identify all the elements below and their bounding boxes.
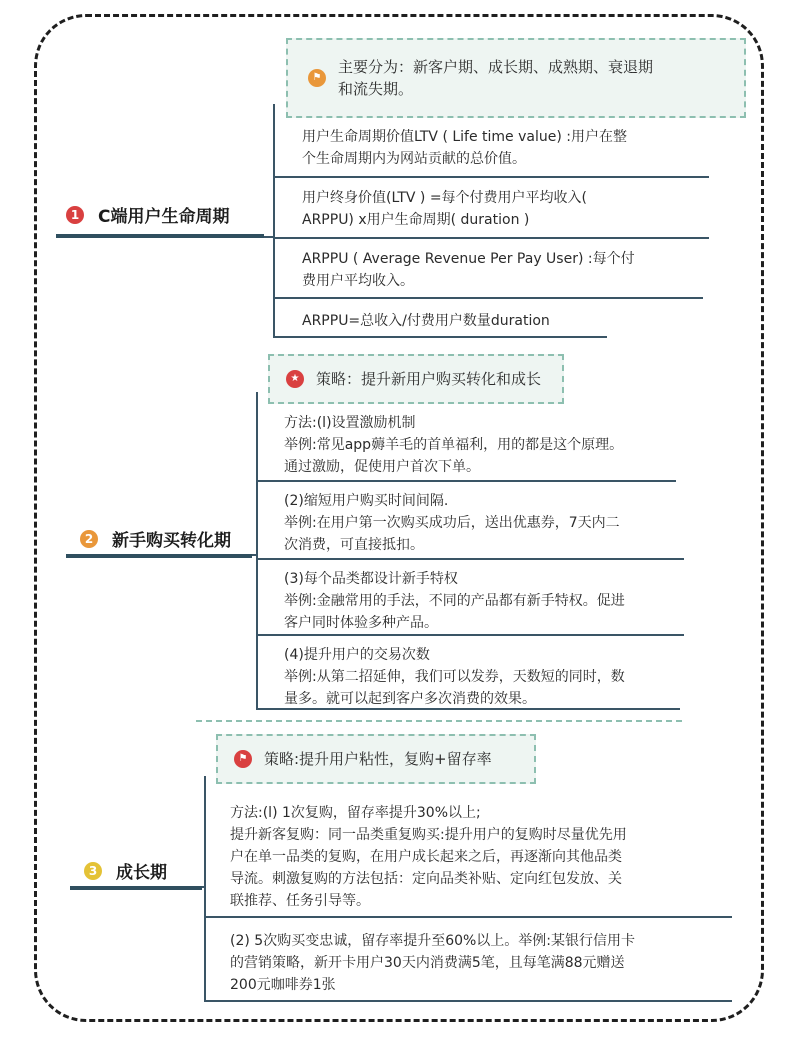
item-underline (256, 634, 684, 636)
number-badge: 1 (66, 206, 84, 224)
section3-topic (84, 858, 167, 883)
number-badge: 2 (80, 530, 98, 548)
note-line: 主要分为：新客户期、成长期、成熟期、衰退期 (338, 58, 654, 76)
section2-topic-underline (66, 554, 252, 558)
item-underline (204, 1000, 732, 1002)
section1-note (286, 38, 746, 118)
section-separator (196, 720, 682, 722)
section1-item: ARPPU ( Average Revenue Per Pay User) :每个付 费用户平均收入。 (302, 251, 635, 289)
section1-topic (66, 202, 229, 227)
section3-item: (2) 5次购买变忠诚，留存率提升至60%以上。举例:某银行信用卡 的营销策略，新开卡用户30天内消费满5笔，且每笔满88元赠送 200元咖啡券1张 (230, 933, 636, 993)
section2-branch-line (256, 392, 258, 710)
flag-icon: ⚑ (234, 750, 252, 768)
topic-title: 新手购买转化期 (112, 531, 231, 551)
section1-topic-underline (56, 234, 264, 238)
item-underline (273, 297, 703, 299)
item-underline (273, 176, 709, 178)
section3-branch-line (204, 776, 206, 1002)
item-underline (273, 237, 709, 239)
item-underline (256, 708, 680, 710)
section2-item: (2)缩短用户购买时间间隔. 举例:在用户第一次购买成功后，送出优惠券，7天内二 次消费，可直接抵扣。 (284, 493, 620, 553)
topic-title: 成长期 (116, 863, 167, 883)
item-underline (273, 336, 607, 338)
section3-note (216, 734, 536, 784)
note-line: 和流失期。 (338, 80, 414, 98)
section2-topic (80, 526, 231, 551)
section1-branch-line (273, 104, 275, 338)
section1-item: 用户终身价值(LTV ) =每个付费用户平均收入( ARPPU) x用户生命周期( duration ) (302, 190, 588, 228)
note-line: 策略:提升用户粘性，复购+留存率 (264, 750, 492, 768)
section3-item: 方法:(l) 1次复购，留存率提升30%以上; 提升新客复购：同一品类重复购买:提升用户的复购时尽量优先用 户在单一品类的复购，在用户成长起来之后，再逐渐向其他品类 导流。刺激复购的方法包括：定向品类补贴、定向红包发放、关 联推荐、任务引导等。 (230, 805, 627, 909)
section2-item: (4)提升用户的交易次数 举例:从第二招延伸，我们可以发券，天数短的同时，数 量多。就可以起到客户多次消费的效果。 (284, 647, 625, 707)
section2-item: (3)每个品类都设计新手特权 举例:金融常用的手法，不同的产品都有新手特权。促进 客户同时体验多种产品。 (284, 571, 625, 631)
section2-item: 方法:(l)设置激励机制 举例:常见app薅羊毛的首单福利，用的都是这个原理。 通过激励，促使用户首次下单。 (284, 415, 624, 475)
section2-note (268, 354, 564, 404)
section1-item: ARPPU=总收入/付费用户数量duration (302, 313, 550, 329)
section1-item: 用户生命周期价值LTV ( Life time value) :用户在整 个生命周期内为网站贡献的总价值。 (302, 129, 627, 167)
topic-title: C端用户生命周期 (98, 207, 230, 227)
item-underline (256, 480, 676, 482)
number-badge: 3 (84, 862, 102, 880)
item-underline (204, 916, 732, 918)
note-line: 策略：提升新用户购买转化和成长 (316, 370, 542, 388)
flag-icon: ⚑ (308, 69, 326, 87)
star-icon: ★ (286, 370, 304, 388)
section3-topic-underline (70, 886, 202, 890)
item-underline (256, 558, 684, 560)
